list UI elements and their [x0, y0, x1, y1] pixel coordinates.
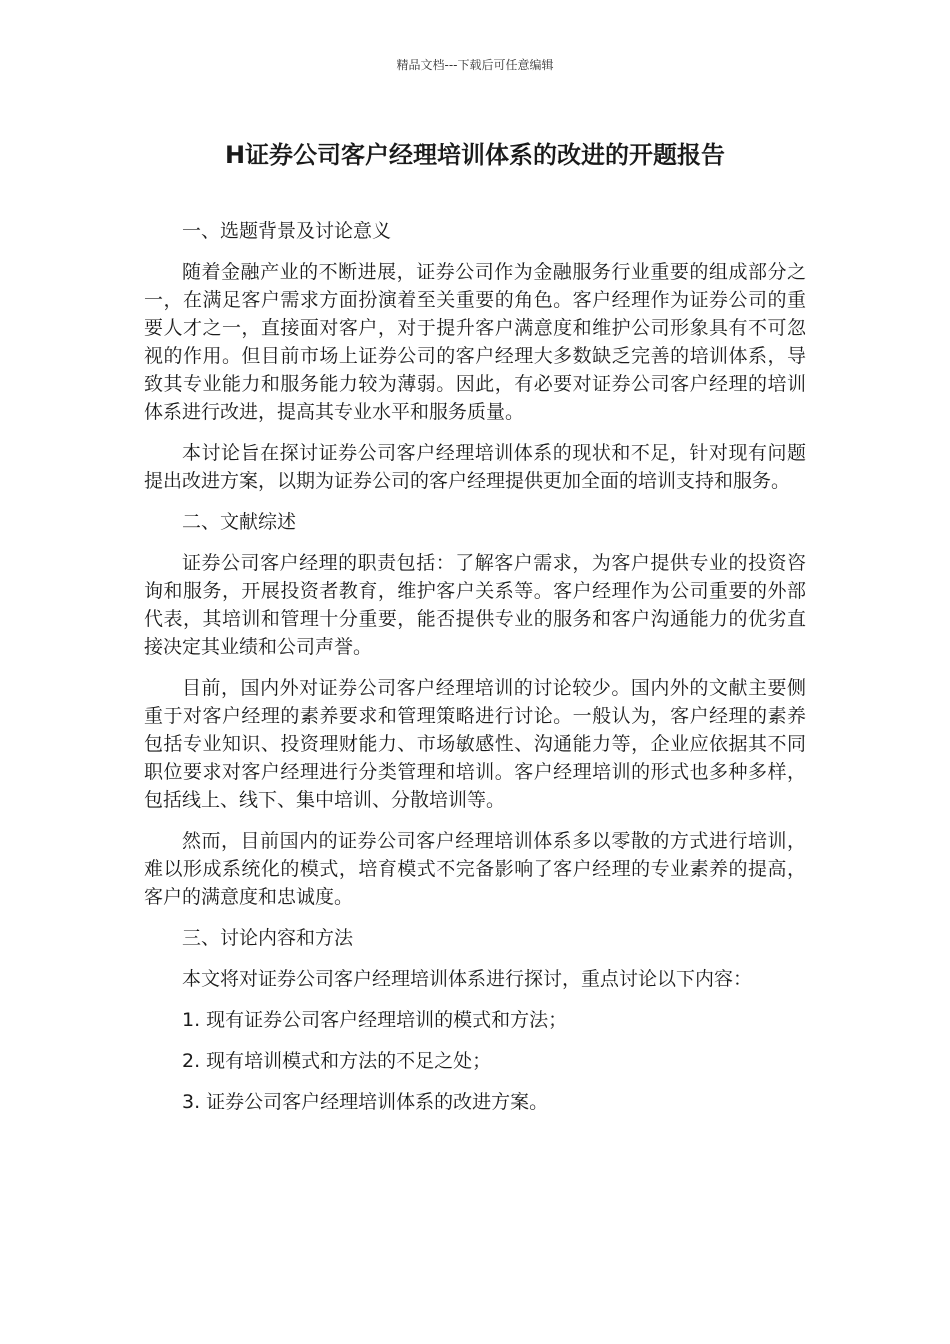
body-paragraph: 目前，国内外对证券公司客户经理培训的讨论较少。国内外的文献主要侧重于对客户经理的素养要求和管理策略进行讨论。一般认为，客户经理的素养包括专业知识、投资理财能力、市场敏感性、沟通能力等，企业应依据其不同职位要求对客户经理进行分类管理和培训。客户经理培训的形式也多种多样，包括线上、线下、集中培训、分散培训等。 — [144, 677, 806, 811]
document-body — [144, 217, 806, 1129]
section-heading: 二、文献综述 — [182, 511, 297, 533]
list-item: 1. 现有证券公司客户经理培训的模式和方法； — [182, 1009, 568, 1031]
header-note: 精品文档---下载后可任意编辑 — [396, 58, 554, 72]
section-heading: 一、选题背景及讨论意义 — [182, 220, 392, 242]
body-paragraph: 本文将对证券公司客户经理培训体系进行探讨，重点讨论以下内容： — [182, 968, 753, 990]
document-title: H证券公司客户经理培训体系的改进的开题报告 — [224, 141, 726, 169]
body-paragraph: 证券公司客户经理的职责包括：了解客户需求，为客户提供专业的投资咨询和服务，开展投资者教育，维护客户关系等。客户经理作为公司重要的外部代表，其培训和管理十分重要，能否提供专业的服务和客户沟通能力的优劣直接决定其业绩和公司声誉。 — [144, 552, 806, 658]
list-item: 2. 现有培训模式和方法的不足之处； — [182, 1050, 492, 1072]
body-paragraph: 随着金融产业的不断进展，证券公司作为金融服务行业重要的组成部分之一，在满足客户需求方面扮演着至关重要的角色。客户经理作为证券公司的重要人才之一，直接面对客户，对于提升客户满意度和维护公司形象具有不可忽视的作用。但目前市场上证券公司的客户经理大多数缺乏完善的培训体系，导致其专业能力和服务能力较为薄弱。因此，有必要对证券公司客户经理的培训体系进行改进，提高其专业水平和服务质量。 — [144, 261, 806, 423]
body-paragraph: 本讨论旨在探讨证券公司客户经理培训体系的现状和不足，针对现有问题提出改进方案，以期为证券公司的客户经理提供更加全面的培训支持和服务。 — [144, 442, 806, 492]
section-heading: 三、讨论内容和方法 — [182, 927, 354, 949]
list-item: 3. 证券公司客户经理培训体系的改进方案。 — [182, 1091, 549, 1113]
body-paragraph: 然而，目前国内的证券公司客户经理培训体系多以零散的方式进行培训，难以形成系统化的模式，培育模式不完备影响了客户经理的专业素养的提高，客户的满意度和忠诚度。 — [144, 830, 806, 908]
